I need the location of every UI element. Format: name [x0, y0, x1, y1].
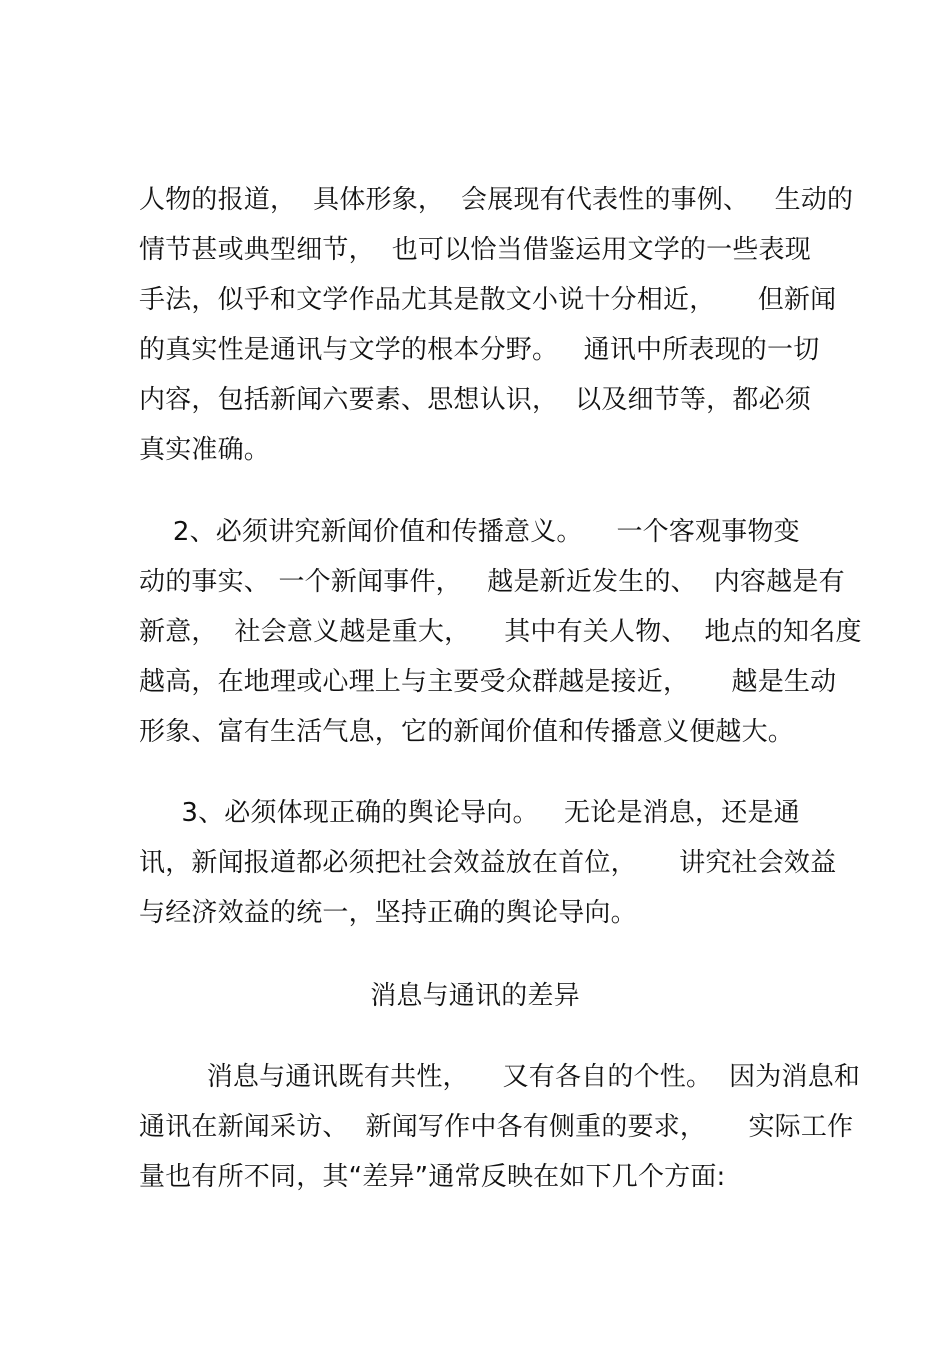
text-line: 3、必须体现正确的舆论导向。 无论是消息，还是通	[139, 798, 800, 828]
section-heading: 消息与通讯的差异	[370, 981, 580, 1011]
text-line: 2、必须讲究新闻价值和传播意义。 一个客观事物变	[139, 517, 800, 547]
text-line: 人物的报道， 具体形象， 会展现有代表性的事例、 生动的	[139, 185, 854, 215]
text-line: 通讯在新闻采访、 新闻写作中各有侧重的要求， 实际工作	[139, 1112, 854, 1142]
text-line: 越高，在地理或心理上与主要受众群越是接近， 越是生动	[139, 667, 837, 697]
text-line: 与经济效益的统一，坚持正确的舆论导向。	[139, 898, 637, 928]
text-line: 新意， 社会意义越是重大， 其中有关人物、 地点的知名度	[139, 617, 862, 647]
text-line: 真实准确。	[139, 435, 271, 465]
text-line: 情节甚或典型细节， 也可以恰当借鉴运用文学的一些表现	[139, 235, 811, 265]
text-line: 量也有所不同，其“差异”通常反映在如下几个方面:	[139, 1162, 726, 1192]
text-line: 形象、富有生活气息，它的新闻价值和传播意义便越大。	[139, 717, 795, 747]
text-line: 消息与通讯既有共性， 又有各自的个性。 因为消息和	[139, 1062, 861, 1092]
text-line: 内容，包括新闻六要素、思想认识， 以及细节等，都必须	[139, 385, 811, 415]
text-line: 讯，新闻报道都必须把社会效益放在首位， 讲究社会效益	[139, 848, 837, 878]
text-line: 手法，似乎和文学作品尤其是散文小说十分相近， 但新闻	[139, 285, 837, 315]
text-line: 动的事实、 一个新闻事件， 越是新近发生的、 内容越是有	[139, 567, 845, 597]
text-line: 的真实性是通讯与文学的根本分野。 通讯中所表现的一切	[139, 335, 820, 365]
